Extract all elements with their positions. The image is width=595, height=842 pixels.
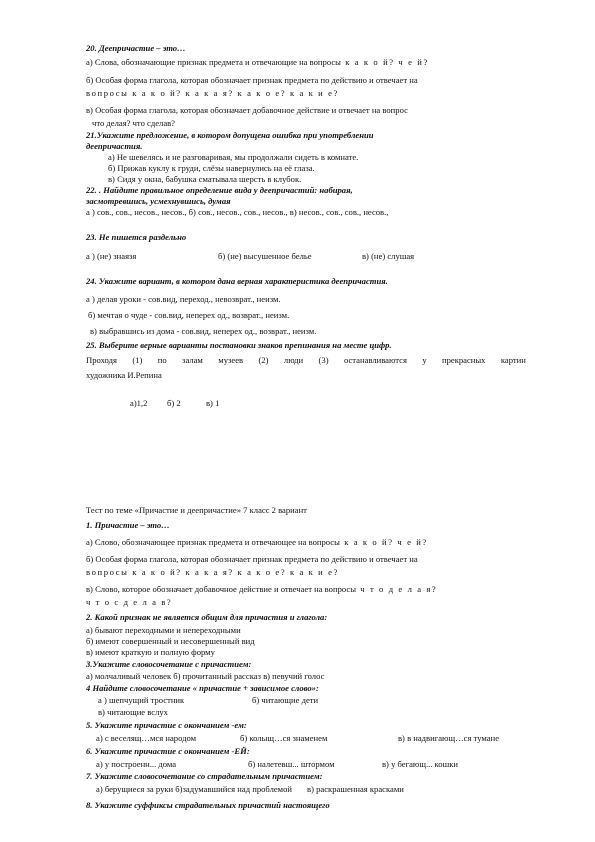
q25-word: (3) [318,355,329,365]
q25-word: (1) [132,355,143,365]
p2-q1-option-c-text: в) Слово, которое обозначает добавочное действие и отвечает на вопросы [86,584,356,594]
p2-q1-option-a-questions: к а к о й? ч е й? [344,537,428,547]
p2-q3-options: а) молчаливый человек б) прочитанный рассказ в) певучий голос [86,671,325,681]
q25-word: люди [283,355,304,365]
q25-word: у [422,355,427,365]
p2-q1-option-c-line2: ч т о с д е л а в? [86,597,173,607]
q21-option-b: б) Прижав куклу к груди, слёзы навернулись на её глаза. [108,163,315,173]
q20-option-b-line1: б) Особая форма глагола, которая обозначает признак предмета по действию и отвечает на [86,75,418,85]
q25-option-a: а)1,2 [130,398,148,408]
p2-q1-option-c-question: ч т о д е л а я? [360,584,438,594]
q23-option-b: б) (не) высушенное белье [218,251,312,261]
q22-title-line2: засмотревшись, усмехнувшись, думая [86,196,231,206]
p2-q6-option-c: в) у бегающ... кошки [382,759,458,769]
q24-option-b: б) мечтая о чуде - сов.вид, неперех од., возврат., неизм. [88,310,290,320]
q20-option-a [86,57,429,67]
q20-option-a-text: а) Слова, обозначающие признак предмета и отвечающие на вопросы [86,57,341,67]
q21-option-a: а) Не шевелясь и не разговаривая, мы продолжали сидеть в комнате. [108,152,359,162]
p2-q7-options: а) берущиеся за руки б)задумавшийся над проблемой в) раскрашенная красками [96,784,404,794]
p2-q5-option-a: а) с веселящ…мся народом [96,733,197,743]
q25-word: Проходя [86,355,117,365]
p2-q6-option-a: а) у построенн... дома [96,759,177,769]
p2-q4-option-a: а ) шепчущий тростник [98,695,185,705]
q24-option-a: а ) делая уроки - сов.вид, переход., невозврат., неизм. [86,294,281,304]
q23-option-c: в) (не) слушая [362,251,415,261]
q20-title: 20. Деепричастие – это… [86,43,186,53]
p2-q5-option-c: в) в надвигающ…ся тумане [398,733,500,743]
p2-q4-option-c: в) читающие вслух [98,707,168,717]
q25-sentence-line1 [86,355,526,365]
p2-q8-title: 8. Укажите суффиксы страдательных причастий настоящего [86,800,330,810]
q24-option-c: в) выбравшись из дома - сов.вид, неперех од., возврат., неизм. [90,326,317,336]
q20-option-a-questions: к а к о й? ч е й? [345,57,429,67]
q23-title: 23. Не пишется раздельно [86,232,187,242]
p2-q1-option-b-line2: вопросы к а к о й? к а к а я? к а к о е? к а к и е? [86,567,339,577]
q25-word: останавливаются [343,355,407,365]
p2-q1-option-a-text: а) Слово, обозначающее признак предмета и отвечающее на вопросы [86,537,340,547]
p2-q2-option-a: а) бывают переходными и непереходными [86,625,241,635]
q20-option-b-line2: вопросы к а к о й? к а к а я? к а к о е? к а к и е? [86,88,339,98]
p2-q1-option-c-line1 [86,584,437,594]
q22-options: а ) сов., сов., несов., несов., б) сов., несов., сов., несов., в) несов., сов., сов., несов., [86,207,389,217]
p2-q1-title: 1. Причастие – это… [86,520,170,530]
p2-q2-option-c: в) имеют краткую и полную форму [86,647,215,657]
q25-word: музеев [218,355,244,365]
q25-option-b: б) 2 [167,398,181,408]
q25-word: (2) [258,355,269,365]
p2-q2-title: 2. Какой признак не является общим для причастия и глагола: [86,612,328,622]
p2-q6-option-b: б) налетевш... штормом [248,759,335,769]
p2-q5-option-b: б) колыщ…ся знаменем [240,733,328,743]
q23-option-a: а ) (не) знаязя [86,251,137,261]
p2-q7-title: 7. Укажите словосочетание со страдательным причастием: [86,771,323,781]
p2-q2-option-b: б) имеют совершенный и несовершенный вид [86,636,255,646]
q25-word: залам [182,355,203,365]
p2-q1-option-a [86,537,428,547]
q24-title: 24. Укажите вариант, в котором дана верная характеристика деепричастия. [86,276,388,286]
p2-q4-title: 4 Найдите словосочетание « причастие + зависимое слово»: [86,683,319,693]
q20-option-c-line2: что делая? что сделав? [92,118,176,128]
test-heading: Тест по теме «Причастие и деепричастие» 7 класс 2 вариант [86,505,307,515]
q25-title: 25. Выберите верные варианты постановки знаков препинания на месте цифр. [86,340,392,350]
q21-option-c: в) Сидя у окна, бабушка сматывала шерсть в клубок. [108,174,302,184]
q25-word: прекрасных [442,355,486,365]
q22-title-line1: 22. . Найдите правильное определение вида у деепричастий: набирая, [86,185,353,195]
p2-q4-option-b: б) читающие дети [252,695,319,705]
p2-q3-title: 3.Укажите словосочетание с причастием: [86,659,252,669]
q25-word: по [157,355,167,365]
q25-option-c: в) 1 [206,398,220,408]
p2-q5-title: 5. Укажите причастие с окончанием -ем: [86,720,247,730]
q25-word: картин [500,355,526,365]
q21-title-line1: 21.Укажите предложение, в котором допущена ошибка при употреблении [86,130,374,140]
p2-q1-option-b-line1: б) Особая форма глагола, которая обозначает признак предмета по действию и отвечает на [86,554,418,564]
q25-sentence-line2: художника И.Репина [86,370,162,380]
p2-q6-title: 6. Укажите причастие с окончанием -ЕЙ: [86,746,250,756]
q20-option-c-line1: в) Особая форма глагола, которая обозначает добавочное действие и отвечает на вопрос [86,105,408,115]
q21-title-line2: деепричастия. [86,141,143,151]
